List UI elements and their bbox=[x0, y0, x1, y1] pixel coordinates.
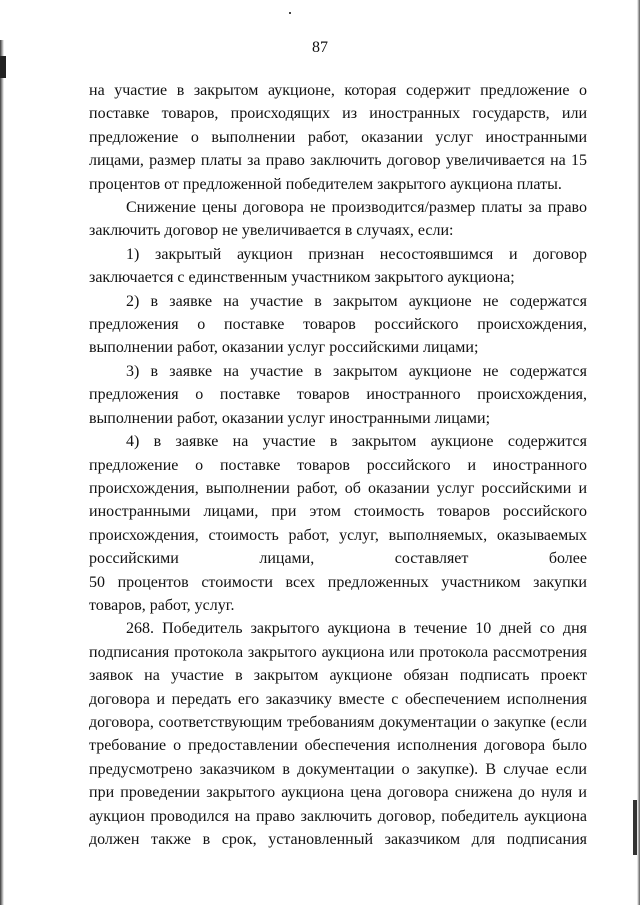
paragraph: 50 процентов стоимости всех предложенных участником закупки товаров, работ, услуг. bbox=[89, 573, 587, 614]
list-item: 3) в заявке на участие в закрытом аукционе не содержатся предложения о поставке товаров иностранного происхождения, выполнении работ, оказании услуг иностранными лицами; bbox=[89, 362, 587, 427]
page-number: 87 bbox=[312, 39, 328, 56]
list-item: 2) в заявке на участие в закрытом аукционе не содержатся предложения о поставке товаров российского происхождения, выполнении работ, оказании услуг российскими лицами; bbox=[89, 292, 587, 357]
scan-edge-mark bbox=[0, 56, 6, 78]
scan-edge-mark bbox=[633, 800, 637, 855]
scan-speck bbox=[289, 12, 291, 14]
list-item: 4) в заявке на участие в закрытом аукционе содержится предложение о поставке товаров российского и иностранного происхождения, выполнении работ, об оказании услуг российскими и иностранными лицами, при этом стоимость товаров российского происхождения, стоимость работ, услуг, выполняемых, оказываемых российскими лицами, составляет более bbox=[89, 433, 587, 568]
paragraph: на участие в закрытом аукционе, которая содержит предложение о поставке товаров, происходящих из иностранных государств, или предложение о выполнении работ, оказании услуг иностранными лицами, размер платы за право заключить договор увеличивается на 15 процентов от предложенной победителем закрытого аукциона платы. bbox=[89, 82, 587, 193]
body-text bbox=[89, 79, 587, 851]
paragraph: 268. Победитель закрытого аукциона в течение 10 дней со дня подписания протокола закрытого аукциона или протокола рассмотрения заявок на участие в закрытом аукционе обязан подписать проект договора и передать его заказчику вместе с обеспечением исполнения договора, соответствующим требованиям документации о закупке (если требование о предоставлении обеспечения исполнения договора было предусмотрено заказчиком в документации о закупке). В случае если при проведении закрытого аукциона цена договора снижена до нуля и аукцион проводился на право заключить договор, победитель аукциона должен также в срок, установленный заказчиком для подписания bbox=[89, 620, 587, 848]
scan-edge-left bbox=[0, 40, 4, 905]
list-item: 1) закрытый аукцион признан несостоявшимся и договор заключается с единственным участником закрытого аукциона; bbox=[89, 245, 587, 287]
paragraph: Снижение цены договора не производится/размер платы за право заключить договор не увеличивается в случаях, если: bbox=[89, 199, 587, 240]
